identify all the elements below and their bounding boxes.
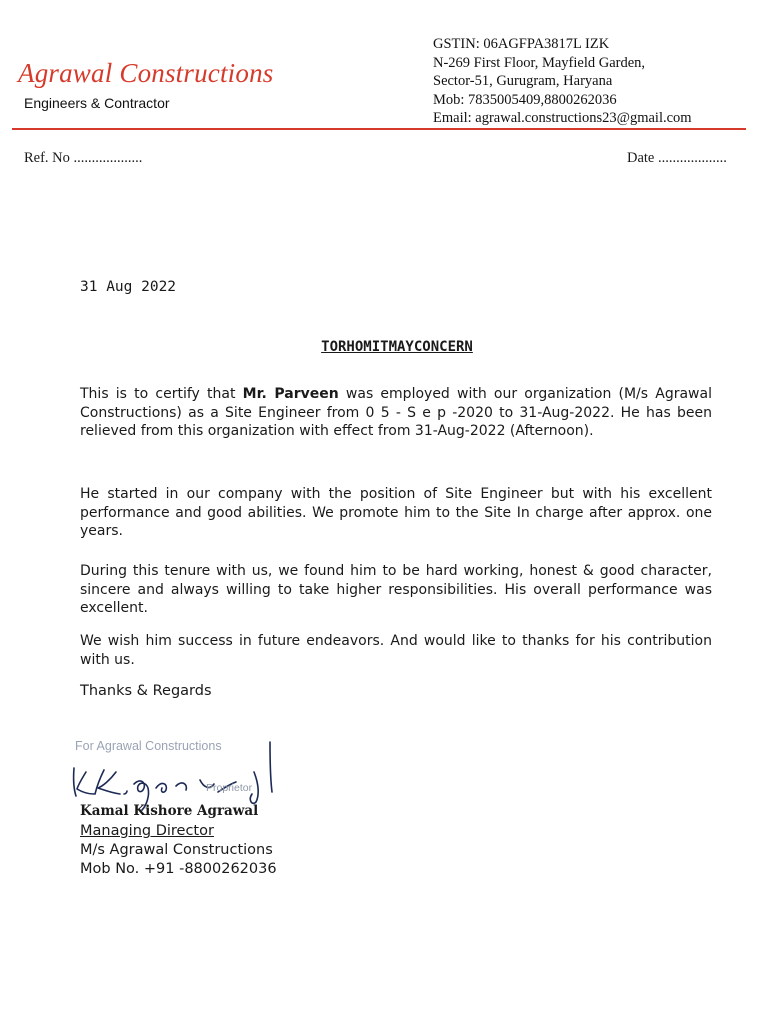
signatory-firm: M/s Agrawal Constructions xyxy=(80,842,273,858)
company-contact-block xyxy=(433,35,692,128)
paragraph-certification xyxy=(80,385,712,441)
signatory-mobile: Mob No. +91 -8800262036 xyxy=(80,861,277,877)
contact-gstin: GSTIN: 06AGFPA3817L IZK xyxy=(433,36,610,52)
ref-no-field: Ref. No ................... xyxy=(24,150,143,166)
stamp-firm-text: For Agrawal Constructions xyxy=(75,739,222,753)
letter-subject: TORHOMITMAYCONCERN xyxy=(321,339,473,355)
letter-date: 31 Aug 2022 xyxy=(80,279,177,295)
date-field: Date ................... xyxy=(627,150,727,166)
paragraph-wishes: We wish him success in future endeavors. And would like to thanks for his contribution with us. xyxy=(80,633,712,668)
signatory-role: Managing Director xyxy=(80,823,214,839)
company-logo-name: Agrawal Constructions xyxy=(18,58,274,88)
p1-text-after: was employed with our organization (M/s Agrawal Constructions) as a Site Engineer from 0 5 - S e p -2020 to 31-Aug-2022. He has been relieved from this organization with effect from 31-Aug-2022 (Afternoon). xyxy=(80,386,712,440)
paragraph-role: He started in our company with the position of Site Engineer but with his excellent performance and good abilities. We promote him to the Site In charge after approx. one years. xyxy=(80,486,712,540)
contact-address-line-2: Sector-51, Gurugram, Haryana xyxy=(433,73,613,90)
signatory-name: Kamal Kishore Agrawal xyxy=(80,803,259,819)
contact-mobile: Mob: 7835005409,8800262036 xyxy=(433,91,617,108)
paragraph-character: During this tenure with us, we found him to be hard working, honest & good character, sincere and always willing to take higher responsibilities. His overall performance was excellent. xyxy=(80,563,712,617)
employee-name: Mr. Parveen xyxy=(242,386,339,402)
contact-email: Email: agrawal.constructions23@gmail.com xyxy=(433,110,692,127)
company-tagline: Engineers & Contractor xyxy=(24,95,170,111)
p1-text-before: This is to certify that xyxy=(80,386,243,402)
contact-address-line-1: N-269 First Floor, Mayfield Garden, xyxy=(433,54,646,71)
handwritten-signature xyxy=(64,736,294,812)
closing-salutation: Thanks & Regards xyxy=(80,683,212,699)
stamp-title-text: Proprietor xyxy=(206,782,253,794)
letterhead-divider xyxy=(12,128,746,130)
